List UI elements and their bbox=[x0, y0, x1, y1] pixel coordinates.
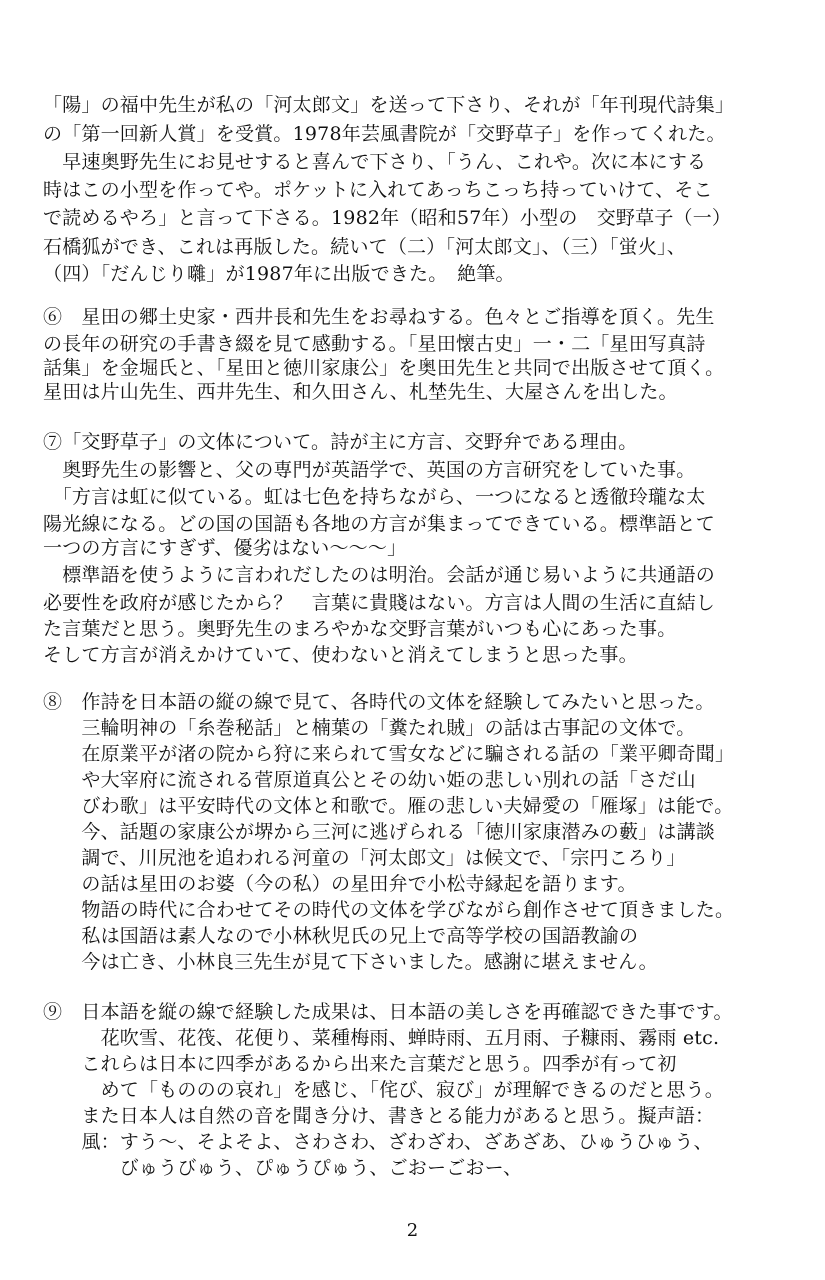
text-line: や大宰府に流される菅原道真公とその幼い姫の悲しい別れの話「さだ山 bbox=[43, 769, 696, 791]
text-line: 花吹雪、花筏、花便り、菜種梅雨、蝉時雨、五月雨、子糠雨、霧雨 etc. bbox=[43, 1027, 720, 1049]
page-number: 2 bbox=[406, 1220, 419, 1241]
text-line: 石橋狐ができ、これは再版した。続いて（二）「河太郎文」、（三）「蛍火」、 bbox=[43, 236, 686, 258]
text-line: ⑨ 日本語を縦の線で経験した成果は、日本語の美しさを再確認できた事です。 bbox=[43, 1001, 733, 1023]
text-line: 「方言は虹に似ている。虹は七色を持ちながら、一つになると透徹玲瓏な太 bbox=[43, 486, 706, 508]
text-line: また日本人は自然の音を聞き分け、書きとる能力があると思う。擬声語： bbox=[43, 1105, 715, 1127]
text-line: 奥野先生の影響と、父の専門が英語学で、英国の方言研究をしていた事。 bbox=[43, 459, 696, 481]
text-line: 必要性を政府が感じたから？ 言葉に貴賤はない。方言は人間の生活に直結し bbox=[43, 592, 716, 614]
text-line: ⑧ 作詩を日本語の縦の線で見て、各時代の文体を経験してみたいと思った。 bbox=[43, 691, 715, 713]
text-line: 話集」を金堀氏と、「星田と徳川家康公」を奥田先生と共同で出版させて頂く。 bbox=[43, 357, 725, 379]
text-line: 陽光線になる。どの国の国語も各地の方言が集まってできている。標準語とて bbox=[43, 513, 716, 535]
text-line: の「第一回新人賞」を受賞。1978年芸風書院が「交野草子」を作ってくれた。 bbox=[43, 123, 726, 145]
text-line: の長年の研究の手書き綴を見て感動する。「星田懐古史」一・二「星田写真詩 bbox=[43, 333, 706, 355]
text-line: 風：すう～、そよそよ、さわさわ、ざわざわ、ざあざあ、ひゅうひゅう、 bbox=[43, 1131, 713, 1153]
text-line: ⑥ 星田の郷土史家・西井長和先生をお尋ねする。色々とご指導を頂く。先生 bbox=[43, 306, 715, 328]
text-line: 一つの方言にすぎず、優劣はない～～～」 bbox=[43, 537, 407, 559]
text-line: 標準語を使うように言われだしたのは明治。会話が通じ易いように共通語の bbox=[43, 564, 716, 586]
text-line: 早速奥野先生にお見せすると喜んで下さり、「うん、これや。次に本にする bbox=[43, 151, 707, 173]
text-line: これらは日本に四季があるから出来た言葉だと思う。四季が有って初 bbox=[43, 1053, 677, 1075]
text-line: で読めるやろ」と言って下さる。1982年（昭和57年）小型の 交野草子（一） bbox=[43, 207, 732, 229]
text-line: 今は亡き、小林良三先生が見て下さいました。感謝に堪えません。 bbox=[43, 951, 658, 973]
text-line: た言葉だと思う。奥野先生のまろやかな交野言葉がいつも心にあった事。 bbox=[43, 618, 677, 640]
text-line: ⑦「交野草子」の文体について。詩が主に方言、交野弁である理由。 bbox=[43, 431, 638, 453]
text-line: 星田は片山先生、西井先生、和久田さん、札埜先生、大屋さんを出した。 bbox=[43, 381, 678, 403]
text-line: 調で、川尻池を追われる河童の「河太郎文」は候文で、「宗円ころり」 bbox=[43, 847, 686, 869]
text-line: 今、話題の家康公が堺から三河に逃げられる「徳川家康潜みの藪」は講談 bbox=[43, 821, 716, 843]
text-line: 時はこの小型を作ってや。ポケットに入れてあっちこっち持っていけて、そこ bbox=[43, 179, 713, 201]
text-line: （四）「だんじり囃」が1987年に出版できた。 絶筆。 bbox=[43, 263, 515, 285]
text-line: びゅうびゅう、ぴゅうぴゅう、ごおーごおー、 bbox=[43, 1157, 523, 1179]
text-line: 三輪明神の「糸巻秘話」と楠葉の「糞たれ賊」の話は古事記の文体で。 bbox=[43, 717, 696, 739]
text-line: そして方言が消えかけていて、使わないと消えてしまうと思った事。 bbox=[43, 644, 638, 666]
text-line: めて「もののの哀れ」を感じ、「侘び、寂び」が理解できるのだと思う。 bbox=[43, 1079, 724, 1101]
text-line: の話は星田のお婆（今の私）の星田弁で小松寺縁起を語ります。 bbox=[43, 873, 637, 895]
text-line: 在原業平が渚の院から狩に来られて雪女などに騙される話の「業平卿奇聞」 bbox=[43, 743, 735, 765]
text-line: 私は国語は素人なので小林秋児氏の兄上で高等学校の国語教諭の bbox=[43, 925, 639, 947]
text-line: 「陽」の福中先生が私の「河太郎文」を送って下さり、それが「年刊現代詩集」 bbox=[43, 94, 735, 116]
text-line: 物語の時代に合わせてその時代の文体を学びながら創作させて頂きました。 bbox=[43, 899, 735, 921]
text-line: びわ歌」は平安時代の文体と和歌で。雁の悲しい夫婦愛の「雁塚」は能で。 bbox=[43, 795, 734, 817]
